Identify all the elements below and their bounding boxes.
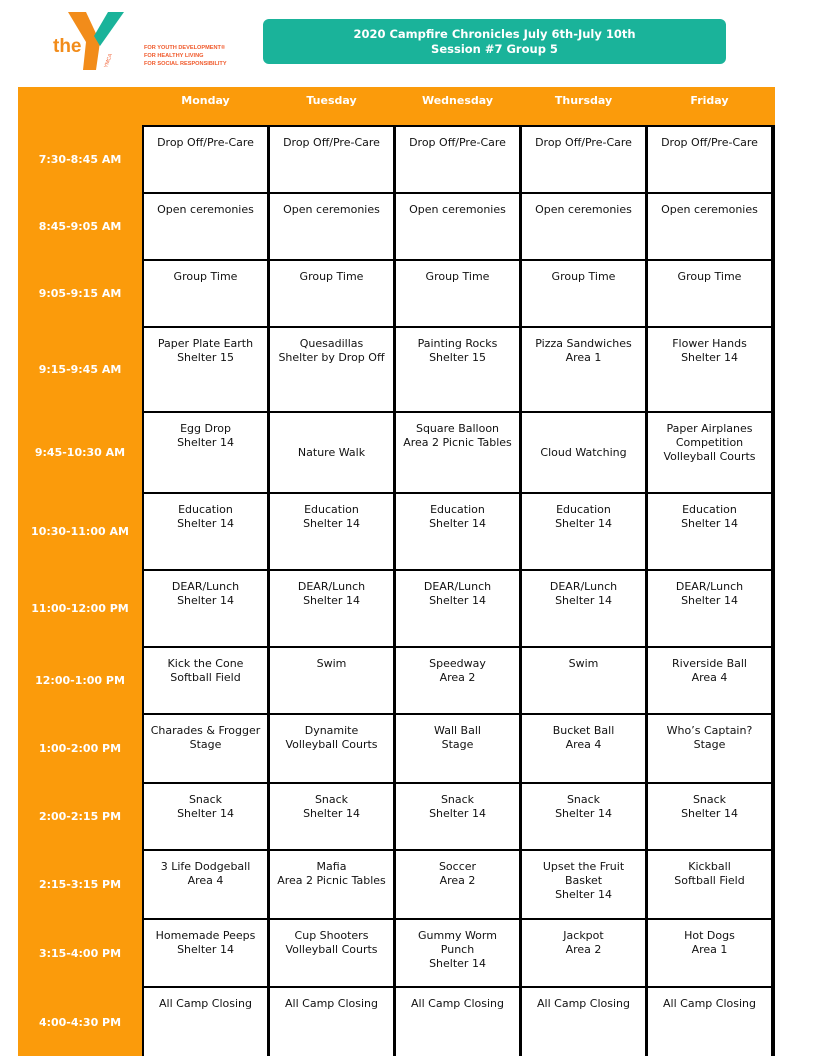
activity-cell-tuesday [270,261,393,326]
activity-cell-friday [648,851,771,918]
time-slot-label: 9:05-9:15 AM [38,287,122,300]
activity-text: Shelter 14 [429,807,486,820]
activity-text: Shelter by Drop Off [278,351,385,364]
activity-text: Punch [440,943,475,956]
activity-text: Area 1 [565,351,602,364]
activity-cell-wednesday [396,571,519,646]
day-header-tuesday: Tuesday [306,94,357,107]
activity-cell-tuesday [270,988,393,1056]
activity-cell-thursday [522,784,645,849]
activity-cell-thursday [522,194,645,259]
activity-text: DEAR/Lunch [549,580,618,593]
activity-text: Shelter 14 [681,517,738,530]
activity-text: Area 4 [187,874,224,887]
activity-text: Kickball [688,860,731,873]
activity-text: All Camp Closing [285,997,378,1010]
time-slot-label: 4:00-4:30 PM [38,1015,122,1029]
activity-text: Square Balloon [415,422,500,435]
activity-cell-wednesday [396,851,519,918]
activity-text: Open ceremonies [661,203,758,216]
activity-cell-monday [144,715,267,782]
activity-cell-tuesday [270,127,393,192]
time-slot-label: 10:30-11:00 AM [31,525,129,538]
activity-text: Area 2 Picnic Tables [403,436,512,449]
activity-text: Education [430,503,485,516]
activity-cell-monday [144,851,267,918]
activity-cell-friday [648,194,771,259]
activity-text: Open ceremonies [283,203,380,216]
activity-cell-wednesday [396,784,519,849]
activity-text: Who’s Captain? [666,724,753,737]
activity-text: DEAR/Lunch [171,580,240,593]
time-slot-label: 1:00-2:00 PM [38,742,122,755]
activity-text: Shelter 14 [303,807,360,820]
activity-text: Snack [692,793,727,806]
activity-cell-tuesday [270,413,393,492]
activity-text: Shelter 14 [555,888,612,901]
activity-text: Shelter 14 [681,594,738,607]
activity-text: DEAR/Lunch [297,580,366,593]
activity-cell-wednesday [396,715,519,782]
activity-text: Shelter 14 [555,807,612,820]
activity-text: Snack [188,793,223,806]
activity-cell-tuesday [270,851,393,918]
logo-tagline [144,44,227,68]
activity-text: Upset the Fruit [542,860,625,873]
activity-cell-thursday [522,715,645,782]
activity-cell-monday [144,784,267,849]
activity-text: Shelter 14 [303,517,360,530]
activity-text: Hot Dogs [684,929,735,942]
activity-cell-wednesday [396,648,519,713]
activity-text: 3 Life Dodgeball [160,860,251,873]
tagline-line-2: FOR HEALTHY LIVING [144,53,204,59]
day-header-monday: Monday [181,94,230,107]
schedule-title-banner [263,19,726,64]
activity-text: Soccer [438,860,477,873]
time-slot-label: 2:00-2:15 PM [38,810,122,823]
activity-text: Drop Off/Pre-Care [661,136,758,149]
time-slot-label: 3:15-4:00 PM [38,946,122,960]
activity-text: Kick the Cone [167,657,244,670]
activity-text: Swim [316,657,347,670]
activity-text: Open ceremonies [535,203,632,216]
activity-cell-friday [648,920,771,986]
activity-cell-friday [648,328,771,411]
activity-cell-thursday [522,988,645,1056]
activity-cell-friday [648,127,771,192]
activity-text: Volleyball Courts [285,943,378,956]
activity-cell-tuesday [270,571,393,646]
activity-text: Bucket Ball [552,724,615,737]
activity-text: Shelter 14 [177,594,234,607]
activity-text: Area 2 [439,874,476,887]
title-line-2: Session #7 Group 5 [431,41,558,56]
activity-cell-wednesday [396,194,519,259]
activity-text: Wall Ball [434,724,481,737]
activity-text: Area 4 [691,671,728,684]
activity-cell-monday [144,413,267,492]
activity-cell-tuesday [270,648,393,713]
activity-text: Shelter 14 [681,807,738,820]
day-header-friday: Friday [690,94,729,107]
activity-text: Competition [675,436,744,449]
activity-cell-tuesday [270,920,393,986]
activity-text: Shelter 14 [429,594,486,607]
activity-text: Open ceremonies [157,203,254,216]
activity-text: All Camp Closing [537,997,630,1010]
activity-cell-friday [648,784,771,849]
activity-text: Volleyball Courts [663,450,756,463]
activity-cell-wednesday [396,127,519,192]
logo-the-text: the [53,36,82,57]
activity-cell-thursday [522,127,645,192]
activity-cell-monday [144,494,267,569]
activity-text: Drop Off/Pre-Care [283,136,380,149]
activity-cell-wednesday [396,261,519,326]
activity-cell-wednesday [396,494,519,569]
time-slot-label: 8:45-9:05 AM [38,220,122,233]
activity-text: Shelter 14 [555,517,612,530]
activity-text: Education [178,503,233,516]
ymca-small-text: YMCA [103,53,114,69]
activity-cell-monday [144,988,267,1056]
tagline-line-1: FOR YOUTH DEVELOPMENT® [144,45,226,51]
activity-text: Cloud Watching [540,445,627,459]
time-slot-label: 9:45-10:30 AM [34,446,126,459]
activity-text: Stage [441,738,474,751]
schedule-grid [142,125,775,1056]
ymca-logo [50,10,250,76]
activity-cell-monday [144,127,267,192]
day-header-thursday: Thursday [554,94,613,107]
activity-text: Area 2 Picnic Tables [277,874,386,887]
activity-text: Homemade Peeps [155,929,256,942]
activity-text: Group Time [551,270,616,283]
activity-text: Volleyball Courts [285,738,378,751]
activity-text: Flower Hands [672,337,747,350]
activity-text: Egg Drop [180,422,231,435]
activity-cell-thursday [522,494,645,569]
activity-text: Shelter 14 [681,351,738,364]
activity-cell-thursday [522,920,645,986]
activity-text: Softball Field [674,874,745,887]
activity-cell-monday [144,194,267,259]
activity-text: DEAR/Lunch [675,580,744,593]
time-slot-label: 11:00-12:00 PM [31,602,129,615]
time-slot-label: 7:30-8:45 AM [38,153,122,166]
activity-text: Drop Off/Pre-Care [157,136,254,149]
activity-cell-friday [648,988,771,1056]
activity-cell-monday [144,261,267,326]
activity-text: Paper Plate Earth [157,337,254,350]
activity-text: Group Time [173,270,238,283]
activity-text: All Camp Closing [663,997,756,1010]
time-slot-label: 12:00-1:00 PM [35,674,125,687]
activity-cell-thursday [522,571,645,646]
activity-text: Stage [189,738,222,751]
activity-text: Softball Field [170,671,241,684]
activity-text: Dynamite [304,724,359,737]
activity-text: Education [682,503,737,516]
activity-text: All Camp Closing [411,997,504,1010]
activity-text: Open ceremonies [409,203,506,216]
activity-text: Cup Shooters [294,929,369,942]
activity-text: Swim [568,657,599,670]
activity-cell-monday [144,648,267,713]
activity-text: Drop Off/Pre-Care [535,136,632,149]
activity-text: Shelter 14 [177,943,234,956]
activity-text: Gummy Worm [418,929,497,942]
activity-text: Snack [440,793,475,806]
title-line-1: 2020 Campfire Chronicles July 6th-July 10th [353,26,636,41]
activity-text: Shelter 14 [429,957,486,970]
activity-cell-friday [648,494,771,569]
activity-text: Area 2 [565,943,602,956]
activity-cell-friday [648,261,771,326]
activity-cell-friday [648,715,771,782]
activity-text: Shelter 14 [177,807,234,820]
day-header-wednesday: Wednesday [421,94,494,107]
tagline-line-3: FOR SOCIAL RESPONSIBILITY [144,61,227,67]
activity-text: Stage [693,738,726,751]
activity-text: Nature Walk [297,445,366,459]
activity-text: Area 4 [565,738,602,751]
activity-text: Education [304,503,359,516]
activity-text: Paper Airplanes [666,422,753,435]
activity-text: Shelter 14 [177,436,234,449]
activity-text: Education [556,503,611,516]
activity-text: Shelter 14 [429,517,486,530]
activity-cell-tuesday [270,194,393,259]
activity-text: Shelter 14 [177,517,234,530]
activity-cell-monday [144,328,267,411]
activity-cell-monday [144,920,267,986]
activity-cell-thursday [522,851,645,918]
activity-text: Basket [564,874,603,887]
activity-cell-friday [648,648,771,713]
activity-cell-tuesday [270,784,393,849]
activity-text: Snack [314,793,349,806]
activity-text: Speedway [429,657,486,670]
activity-text: Quesadillas [299,337,364,350]
activity-cell-wednesday [396,988,519,1056]
activity-text: Area 2 [439,671,476,684]
time-slot-label: 9:15-9:45 AM [38,363,122,376]
activity-cell-thursday [522,648,645,713]
activity-text: Drop Off/Pre-Care [409,136,506,149]
activity-text: Jackpot [563,929,604,942]
activity-text: Group Time [677,270,742,283]
activity-text: All Camp Closing [159,997,252,1010]
activity-cell-monday [144,571,267,646]
activity-text: Riverside Ball [672,657,747,670]
activity-text: Shelter 15 [429,351,486,364]
activity-text: Painting Rocks [417,337,498,350]
activity-text: Shelter 15 [177,351,234,364]
activity-cell-thursday [522,413,645,492]
activity-cell-friday [648,413,771,492]
activity-cell-friday [648,571,771,646]
activity-cell-tuesday [270,715,393,782]
activity-cell-tuesday [270,328,393,411]
schedule-table [18,87,775,1056]
activity-cell-thursday [522,328,645,411]
activity-cell-wednesday [396,413,519,492]
activity-text: Snack [566,793,601,806]
activity-text: Pizza Sandwiches [535,337,632,350]
activity-text: Charades & Frogger [150,724,261,737]
activity-text: Mafia [316,860,347,873]
activity-text: Area 1 [691,943,728,956]
activity-cell-wednesday [396,328,519,411]
activity-text: Shelter 14 [303,594,360,607]
activity-text: Group Time [425,270,490,283]
activity-text: DEAR/Lunch [423,580,492,593]
activity-cell-thursday [522,261,645,326]
activity-cell-wednesday [396,920,519,986]
activity-cell-tuesday [270,494,393,569]
activity-text: Group Time [299,270,364,283]
time-slot-label: 2:15-3:15 PM [38,878,122,891]
activity-text: Shelter 14 [555,594,612,607]
